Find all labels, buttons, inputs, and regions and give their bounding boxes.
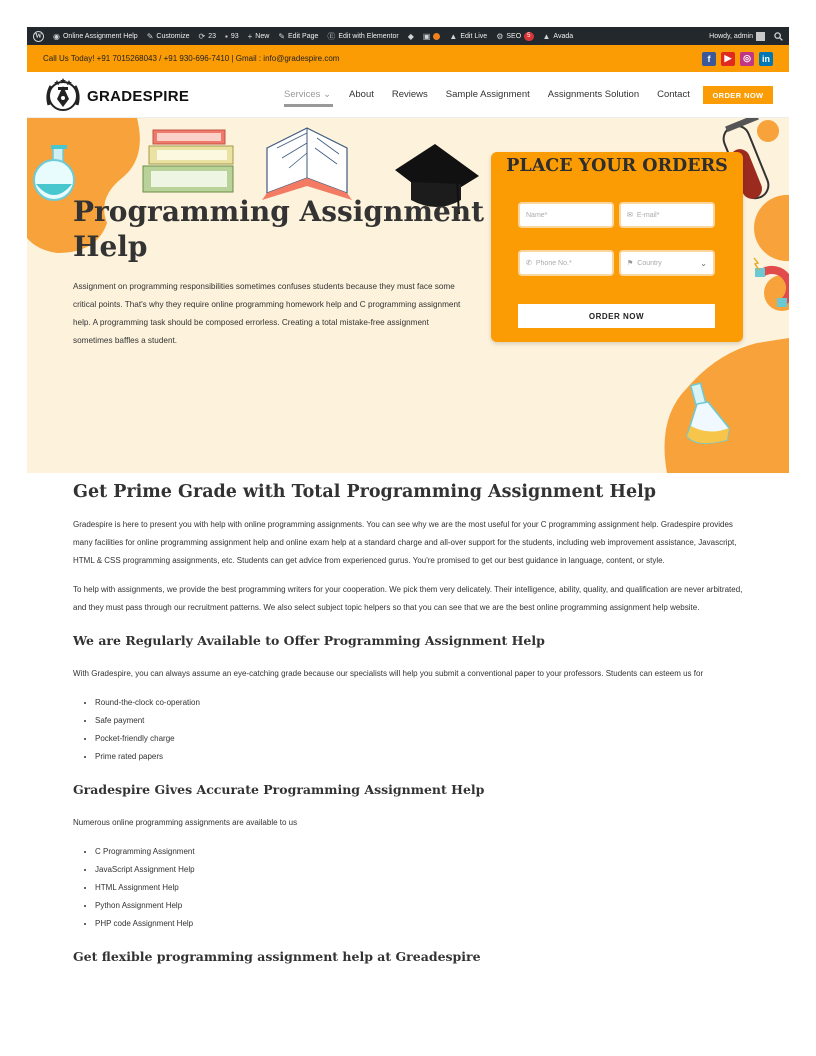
paragraph: Gradespire is here to present you with help with online programming assignments. You can see why we are the most useful for your C programming assignment help. Gradespire provides many facilities for online programming assignment help and online exam help at a standard charge and all-over support for the students, including web improvement assistance, Javascript, HTML & CSS programming assignments, etc. Students can get advice from experienced gurus. You're promised to get our best guidance in language, content, or style.: [73, 520, 737, 565]
search-icon[interactable]: [774, 32, 783, 41]
chevron-down-icon: ⌄: [700, 258, 707, 268]
list-item: • Python Assignment Help: [95, 897, 743, 915]
article-content: [73, 480, 743, 964]
paragraph: With Gradespire, you can always assume an eye-catching grade because our specialists will help you submit a conventional paper to your professors. Students can esteem us for: [73, 669, 704, 678]
dashboard-icon: ◉: [53, 31, 60, 41]
nav-about[interactable]: About: [349, 89, 374, 100]
site-name-link[interactable]: ◉ Online Assignment Help: [53, 31, 138, 41]
seo-menu[interactable]: ⚙ SEO 5: [496, 32, 533, 41]
orange-blob-right-top: [754, 195, 789, 261]
linkedin-icon[interactable]: in: [759, 52, 773, 66]
seo-badge: 5: [524, 32, 533, 41]
avatar: [756, 32, 765, 41]
hero-description: Assignment on programming responsibilities sometimes confuses students because they must face some critical points. That's why they require online programming homework help and C programming assignment help. A programming task should be composed errorless. Creating a total mistake-free assignment sometimes baffles a student.: [73, 282, 461, 345]
benefits-list: [73, 694, 743, 766]
books-icon: [143, 130, 233, 192]
seo-gear-icon: ⚙: [496, 31, 504, 41]
phone-icon: ✆: [526, 260, 532, 267]
orange-dot: [757, 120, 779, 142]
order-submit-button[interactable]: ORDER NOW: [518, 304, 715, 328]
list-item: • C Programming Assignment: [95, 843, 743, 861]
paragraph: Numerous online programming assignments are available to us: [73, 818, 298, 827]
list-item: • HTML Assignment Help: [95, 879, 743, 897]
status-dot: [433, 33, 440, 40]
list-item: • JavaScript Assignment Help: [95, 861, 743, 879]
order-form: [491, 152, 743, 342]
new-content-link[interactable]: + New: [247, 31, 270, 41]
wordpress-icon: W: [35, 32, 42, 40]
services-list: [73, 843, 743, 933]
subsection-heading: Gradespire Gives Accurate Programming Assignment Help: [73, 782, 485, 797]
facebook-icon[interactable]: f: [702, 52, 716, 66]
contact-info: Call Us Today! +91 7015268043 / +91 930-696-7410 | Gmail : info@gradespire.com: [43, 54, 340, 63]
orange-blob-bottom-right: [665, 338, 790, 473]
diamond-menu[interactable]: [408, 32, 414, 41]
edit-elementor-link[interactable]: Ⓔ Edit with Elementor: [327, 31, 399, 41]
avada-menu[interactable]: ▲ Avada: [542, 31, 574, 41]
subsection-heading: We are Regularly Available to Offer Programming Assignment Help: [73, 633, 545, 648]
list-item: • Pocket-friendly charge: [95, 730, 743, 748]
top-contact-bar: [27, 45, 789, 72]
country-select[interactable]: ⚑ Country ⌄: [619, 250, 715, 276]
nav-reviews[interactable]: Reviews: [391, 89, 428, 100]
diamond-icon: ◆: [407, 31, 414, 41]
list-item: • Prime rated papers: [95, 748, 743, 766]
site-logo[interactable]: [43, 77, 189, 115]
plugin-menu[interactable]: [423, 32, 441, 41]
brush-icon: ✎: [146, 31, 154, 41]
subsection-heading: Get flexible programming assignment help at Greadespire: [73, 949, 481, 964]
account-menu[interactable]: Howdy, admin: [709, 32, 765, 41]
social-links: [702, 52, 773, 66]
email-field[interactable]: ✉ E-mail*: [619, 202, 715, 228]
order-now-button[interactable]: ORDER NOW: [703, 86, 773, 104]
admin-bar: [27, 27, 789, 45]
section-heading: Get Prime Grade with Total Programming Assignment Help: [73, 482, 657, 502]
open-book-icon: [262, 128, 352, 200]
pencil-icon: ✎: [278, 31, 286, 41]
comments-link[interactable]: ▪ 93: [224, 31, 239, 41]
nav-assignments-solution[interactable]: Assignments Solution: [547, 89, 640, 100]
logo-text: GRADESPIRE: [87, 87, 190, 105]
comment-icon: ▪: [224, 31, 228, 41]
flag-icon: ⚑: [627, 260, 634, 267]
customize-link[interactable]: ✎ Customize: [146, 31, 190, 41]
elementor-icon: Ⓔ: [327, 31, 336, 41]
list-item: • Round-the-clock co-operation: [95, 694, 743, 712]
paragraph: To help with assignments, we provide the best programming writers for your cooperation. We pick them very delicately. Their intelligence, ability, quality, and qualification are never arbitrated, and they must pass through our recruitment patterns. We also select subject topic helpers so that you can see that we are the best online programming assignment help website.: [73, 585, 743, 612]
chevron-down-icon: ⌄: [323, 89, 332, 100]
avada-icon: ▲: [449, 31, 458, 41]
plugin-icon: ▣: [422, 31, 431, 41]
nav-sample-assignment[interactable]: Sample Assignment: [445, 89, 530, 100]
site-header: [27, 72, 789, 118]
order-form-title: PLACE YOUR ORDERS: [506, 156, 728, 176]
hero-section: [27, 118, 789, 473]
name-field[interactable]: Name*: [518, 202, 614, 228]
envelope-icon: ✉: [627, 212, 633, 219]
phone-field[interactable]: ✆ Phone No.*: [518, 250, 614, 276]
nav-contact[interactable]: Contact: [657, 89, 690, 100]
updates-link[interactable]: ⟳ 23: [198, 31, 216, 41]
plus-icon: +: [247, 31, 253, 41]
edit-page-link[interactable]: ✎ Edit Page: [278, 31, 319, 41]
nav-services[interactable]: Services ⌄: [284, 89, 332, 100]
updates-icon: ⟳: [198, 31, 206, 41]
wordpress-menu[interactable]: [33, 31, 44, 42]
avada-logo-icon: ▲: [542, 31, 551, 41]
list-item: • Safe payment: [95, 712, 743, 730]
list-item: • PHP code Assignment Help: [95, 915, 743, 933]
youtube-icon[interactable]: ▶: [721, 52, 735, 66]
edit-live-link[interactable]: ▲ Edit Live: [449, 31, 488, 41]
main-navigation: [284, 89, 708, 100]
instagram-icon[interactable]: ◎: [740, 52, 754, 66]
laurel-pen-logo-icon: [43, 77, 83, 115]
page-title: Programming Assignment Help: [73, 195, 485, 263]
